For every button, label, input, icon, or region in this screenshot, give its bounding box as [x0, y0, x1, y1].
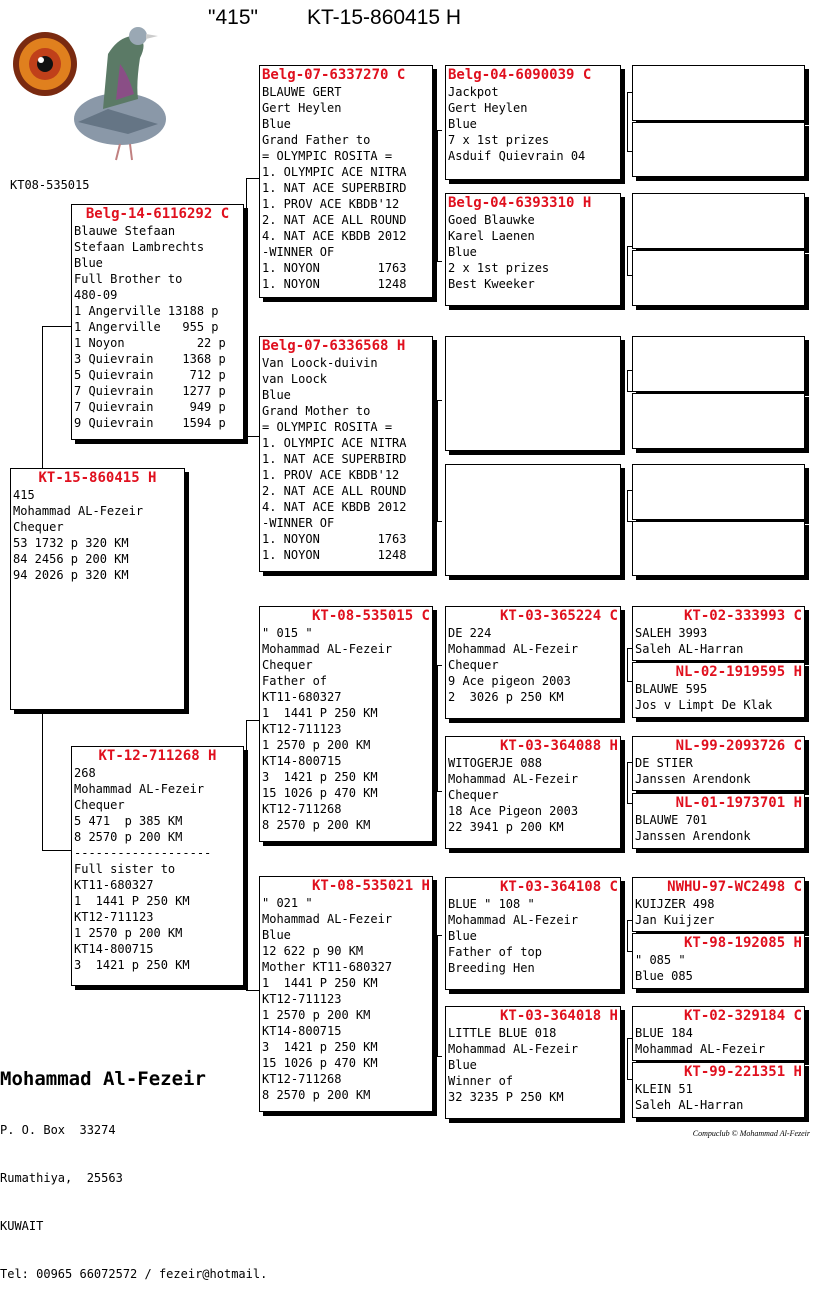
card-line: " 021 "	[262, 896, 313, 910]
card-line: KT11-680327	[74, 878, 154, 892]
owner-name: Mohammad Al-Fezeir	[0, 1068, 206, 1090]
gggp-ring: KT-02-329184 C	[683, 1008, 802, 1024]
card-line: KT12-711123	[262, 722, 342, 736]
card-line: 3 1421 p 250 KM	[74, 958, 190, 972]
photo-caption: KT08-535015	[10, 178, 90, 192]
gggp-card-empty[interactable]	[632, 336, 805, 392]
card-line: BLAUWE 701	[635, 813, 708, 827]
gggp-ring: KT-02-333993 C	[683, 608, 802, 624]
card-line: 94 2026 p 320 KM	[13, 568, 129, 582]
card-line: van Loock	[262, 372, 328, 386]
card-line: = OLYMPIC ROSITA =	[262, 149, 393, 163]
sire-sire-ring: Belg-07-6337270 C	[262, 67, 406, 83]
card-line: 1 Angerville 955 p	[74, 320, 219, 334]
card-line: Saleh AL-Harran	[635, 642, 744, 656]
card-line: 1. NAT ACE SUPERBIRD	[262, 181, 407, 195]
gggp-card-empty[interactable]	[632, 65, 805, 121]
gggp-ring: KT-98-192085 H	[683, 935, 802, 951]
card-line: KT12-711268	[262, 1072, 342, 1086]
card-line: 4. NAT ACE KBDB 2012	[262, 500, 407, 514]
card-line: 1. PROV ACE KBDB'12	[262, 468, 400, 482]
card-line: Mohammad AL-Fezeir	[262, 642, 393, 656]
connector	[246, 178, 259, 179]
card-line: 1 1441 P 250 KM	[262, 706, 378, 720]
card-line: 4. NAT ACE KBDB 2012	[262, 229, 407, 243]
card-line: 32 3235 P 250 KM	[448, 1090, 564, 1104]
card-line: 22 3941 p 200 KM	[448, 820, 564, 834]
card-line: Blue	[262, 117, 291, 131]
card-line: 1 Noyon 22 p	[74, 336, 226, 350]
card-line: BLAUWE 595	[635, 682, 708, 696]
card-line: -WINNER OF	[262, 245, 335, 259]
card-line: 3 1421 p 250 KM	[262, 770, 378, 784]
card-line: Mohammad AL-Fezeir	[13, 504, 144, 518]
card-line: Chequer	[448, 788, 499, 802]
card-line: Stefaan Lambrechts	[74, 240, 205, 254]
card-line: Father of top	[448, 945, 542, 959]
owner-line: KUWAIT	[0, 1219, 44, 1233]
ggp-card-sss[interactable]	[445, 65, 621, 180]
card-line: Grand Father to	[262, 133, 371, 147]
card-line: Jan Kuijzer	[635, 913, 715, 927]
connector	[42, 326, 43, 468]
dam-dam-ring: KT-08-535021 H	[311, 878, 430, 894]
card-line: 1 2570 p 200 KM	[262, 738, 371, 752]
card-line: Blue	[74, 256, 103, 270]
ggp-ring: Belg-04-6090039 C	[448, 67, 592, 83]
card-line: Mohammad AL-Fezeir	[448, 1042, 579, 1056]
gggp-card-empty[interactable]	[632, 393, 805, 449]
card-line: 415	[13, 488, 35, 502]
card-line: " 085 "	[635, 953, 686, 967]
ggp-card-ssd[interactable]	[445, 193, 621, 306]
card-line: KT12-711268	[262, 802, 342, 816]
gggp-card-g7[interactable]	[632, 1006, 805, 1061]
card-line: -------------------	[74, 846, 212, 860]
ggp-card-empty[interactable]	[445, 464, 621, 576]
card-line: Janssen Arendonk	[635, 772, 751, 786]
ggp-ring: KT-03-364088 H	[499, 738, 618, 754]
card-line: DE STIER	[635, 756, 693, 770]
card-line: 9 Ace pigeon 2003	[448, 674, 571, 688]
sire-dam-card[interactable]	[259, 336, 433, 572]
card-line: 1 2570 p 200 KM	[262, 1008, 371, 1022]
card-line: DE 224	[448, 626, 492, 640]
connector	[437, 665, 442, 792]
gggp-ring: NL-99-2093726 C	[675, 738, 802, 754]
connector	[246, 990, 259, 991]
card-line: WITOGERJE 088	[448, 756, 542, 770]
card-line: 1. NOYON 1248	[262, 277, 407, 291]
card-line: Blue	[448, 929, 477, 943]
sire-ring: Belg-14-6116292 C	[85, 206, 230, 222]
connector	[437, 935, 442, 1057]
connector	[437, 130, 442, 262]
connector	[42, 710, 43, 850]
card-line: Best Kweeker	[448, 277, 535, 291]
subject-card[interactable]	[10, 468, 185, 710]
card-line: Karel Laenen	[448, 229, 535, 243]
card-line: 268	[74, 766, 96, 780]
card-line: Blauwe Stefaan	[74, 224, 176, 238]
card-line: Blue	[448, 117, 477, 131]
gggp-card-empty[interactable]	[632, 250, 805, 306]
card-line: Mohammad AL-Fezeir	[74, 782, 205, 796]
card-line: 8 2570 p 200 KM	[262, 818, 371, 832]
ggp-ring: Belg-04-6393310 H	[448, 195, 592, 211]
card-line: Full sister to	[74, 862, 176, 876]
card-line: KT12-711123	[262, 992, 342, 1006]
card-line: 15 1026 p 470 KM	[262, 1056, 378, 1070]
ggp-card-empty[interactable]	[445, 336, 621, 451]
gggp-card-empty[interactable]	[632, 464, 805, 520]
card-line: Chequer	[74, 798, 125, 812]
card-line: KT14-800715	[262, 754, 342, 768]
card-line: 1. PROV ACE KBDB'12	[262, 197, 400, 211]
card-line: Mohammad AL-Fezeir	[448, 913, 579, 927]
card-line: 3 1421 p 250 KM	[262, 1040, 378, 1054]
gggp-ring: NWHU-97-WC2498 C	[667, 879, 802, 895]
card-line: Chequer	[262, 658, 313, 672]
card-line: Blue	[448, 1058, 477, 1072]
card-line: Blue 085	[635, 969, 693, 983]
ggp-card-dss[interactable]	[445, 606, 621, 719]
connector	[246, 436, 259, 437]
ggp-ring: KT-03-364018 H	[499, 1008, 618, 1024]
card-line: 1. OLYMPIC ACE NITRA	[262, 436, 407, 450]
dam-dam-card[interactable]	[259, 876, 433, 1112]
card-line: Gert Heylen	[262, 101, 342, 115]
connector	[246, 880, 247, 990]
card-line: Blue	[262, 388, 291, 402]
card-line: BLAUWE GERT	[262, 85, 342, 99]
ggp-card-dsd[interactable]	[445, 736, 621, 849]
card-line: Mohammad AL-Fezeir	[262, 912, 393, 926]
card-line: -WINNER OF	[262, 516, 335, 530]
card-line: Father of	[262, 674, 328, 688]
card-line: 7 Quievrain 1277 p	[74, 384, 226, 398]
card-line: KUIJZER 498	[635, 897, 715, 911]
connector	[246, 720, 259, 721]
card-line: 8 2570 p 200 KM	[262, 1088, 371, 1102]
ggp-ring: KT-03-365224 C	[499, 608, 618, 624]
gggp-card-g4[interactable]	[632, 793, 805, 849]
owner-line: P. O. Box 33274	[0, 1123, 116, 1137]
card-line: KT14-800715	[262, 1024, 342, 1038]
card-line: 2 3026 p 250 KM	[448, 690, 564, 704]
card-line: 5 471 p 385 KM	[74, 814, 183, 828]
card-line: Janssen Arendonk	[635, 829, 751, 843]
card-line: Grand Mother to	[262, 404, 371, 418]
gggp-ring: NL-02-1919595 H	[675, 664, 802, 680]
card-line: Winner of	[448, 1074, 514, 1088]
card-line: 15 1026 p 470 KM	[262, 786, 378, 800]
card-line: Mohammad AL-Fezeir	[448, 642, 579, 656]
card-line: 8 2570 p 200 KM	[74, 830, 183, 844]
gggp-card-g3[interactable]	[632, 736, 805, 791]
card-line: 12 622 p 90 KM	[262, 944, 364, 958]
header-ring: KT-15-860415 H	[307, 6, 462, 29]
header-nickname: "415"	[208, 6, 258, 29]
gggp-card-g5[interactable]	[632, 877, 805, 932]
gggp-card-empty[interactable]	[632, 122, 805, 177]
subject-ring: KT-15-860415 H	[38, 470, 157, 486]
card-line: 480-09	[74, 288, 118, 302]
gggp-card-g1[interactable]	[632, 606, 805, 661]
card-line: Jos v Limpt De Klak	[635, 698, 773, 712]
card-line: BLUE 184	[635, 1026, 693, 1040]
card-line: Gert Heylen	[448, 101, 528, 115]
card-line: SALEH 3993	[635, 626, 708, 640]
dam-card[interactable]	[71, 746, 244, 986]
owner-line: Rumathiya, 25563	[0, 1171, 123, 1185]
connector	[42, 850, 71, 851]
gggp-card-g6[interactable]	[632, 933, 805, 989]
card-line: Blue	[448, 245, 477, 259]
card-line: KLEIN 51	[635, 1082, 693, 1096]
card-line: Goed Blauwke	[448, 213, 535, 227]
card-line: Mohammad AL-Fezeir	[448, 772, 579, 786]
card-line: 1. NOYON 1763	[262, 532, 407, 546]
card-line: KT14-800715	[74, 942, 154, 956]
card-line: Breeding Hen	[448, 961, 535, 975]
owner-info	[0, 1036, 267, 1298]
card-line: Van Loock-duivin	[262, 356, 378, 370]
sire-dam-ring: Belg-07-6336568 H	[262, 338, 406, 354]
card-line: 2 x 1st prizes	[448, 261, 550, 275]
card-line: Asduif Quievrain 04	[448, 149, 586, 163]
card-line: Saleh AL-Harran	[635, 1098, 744, 1112]
card-line: Chequer	[448, 658, 499, 672]
card-line: LITTLE BLUE 018	[448, 1026, 557, 1040]
card-line: Chequer	[13, 520, 64, 534]
gggp-ring: NL-01-1973701 H	[675, 795, 802, 811]
card-line: 1. NOYON 1763	[262, 261, 407, 275]
ggp-card-ddd[interactable]	[445, 1006, 621, 1119]
connector	[437, 400, 442, 522]
ggp-card-dds[interactable]	[445, 877, 621, 990]
card-line: 9 Quievrain 1594 p	[74, 416, 226, 430]
gggp-ring: KT-99-221351 H	[683, 1064, 802, 1080]
pigeon-photo	[8, 14, 168, 164]
sire-card[interactable]	[71, 204, 244, 440]
connector	[246, 720, 247, 780]
gggp-card-empty[interactable]	[632, 193, 805, 249]
card-line: Mohammad AL-Fezeir	[635, 1042, 766, 1056]
sire-sire-card[interactable]	[259, 65, 433, 298]
card-line: KT12-711123	[74, 910, 154, 924]
card-line: 18 Ace Pigeon 2003	[448, 804, 579, 818]
connector	[246, 380, 247, 436]
card-line: 5 Quievrain 712 p	[74, 368, 226, 382]
footer-credit: Compuclub © Mohammad Al-Fezeir	[692, 1129, 810, 1138]
dam-ring: KT-12-711268 H	[98, 748, 217, 764]
card-line: Jackpot	[448, 85, 499, 99]
card-line: 1. NAT ACE SUPERBIRD	[262, 452, 407, 466]
card-line: 1 2570 p 200 KM	[74, 926, 183, 940]
gggp-card-g8[interactable]	[632, 1062, 805, 1118]
card-line: 53 1732 p 320 KM	[13, 536, 129, 550]
card-line: 1 1441 P 250 KM	[262, 976, 378, 990]
card-line: 3 Quievrain 1368 p	[74, 352, 226, 366]
card-line: Blue	[262, 928, 291, 942]
card-line: BLUE " 108 "	[448, 897, 535, 911]
gggp-card-empty[interactable]	[632, 521, 805, 576]
card-line: Full Brother to	[74, 272, 183, 286]
owner-contact: Tel: 00965 66072572 / fezeir@hotmail.	[0, 1267, 268, 1281]
pigeon-icon	[8, 14, 168, 164]
card-line: 1 Angerville 13188 p	[74, 304, 219, 318]
connector	[246, 178, 247, 278]
dam-sire-ring: KT-08-535015 C	[311, 608, 430, 624]
card-line: 2. NAT ACE ALL ROUND	[262, 484, 407, 498]
dam-sire-card[interactable]	[259, 606, 433, 842]
card-line: 1. OLYMPIC ACE NITRA	[262, 165, 407, 179]
card-line: " 015 "	[262, 626, 313, 640]
card-line: 7 Quievrain 949 p	[74, 400, 226, 414]
card-line: 84 2456 p 200 KM	[13, 552, 129, 566]
card-line: = OLYMPIC ROSITA =	[262, 420, 393, 434]
card-line: 2. NAT ACE ALL ROUND	[262, 213, 407, 227]
card-line: 7 x 1st prizes	[448, 133, 550, 147]
card-line: 1 1441 P 250 KM	[74, 894, 190, 908]
card-line: KT11-680327	[262, 690, 342, 704]
connector	[42, 326, 71, 327]
card-line: Mother KT11-680327	[262, 960, 393, 974]
ggp-ring: KT-03-364108 C	[499, 879, 618, 895]
gggp-card-g2[interactable]	[632, 662, 805, 718]
card-line: 1. NOYON 1248	[262, 548, 407, 562]
